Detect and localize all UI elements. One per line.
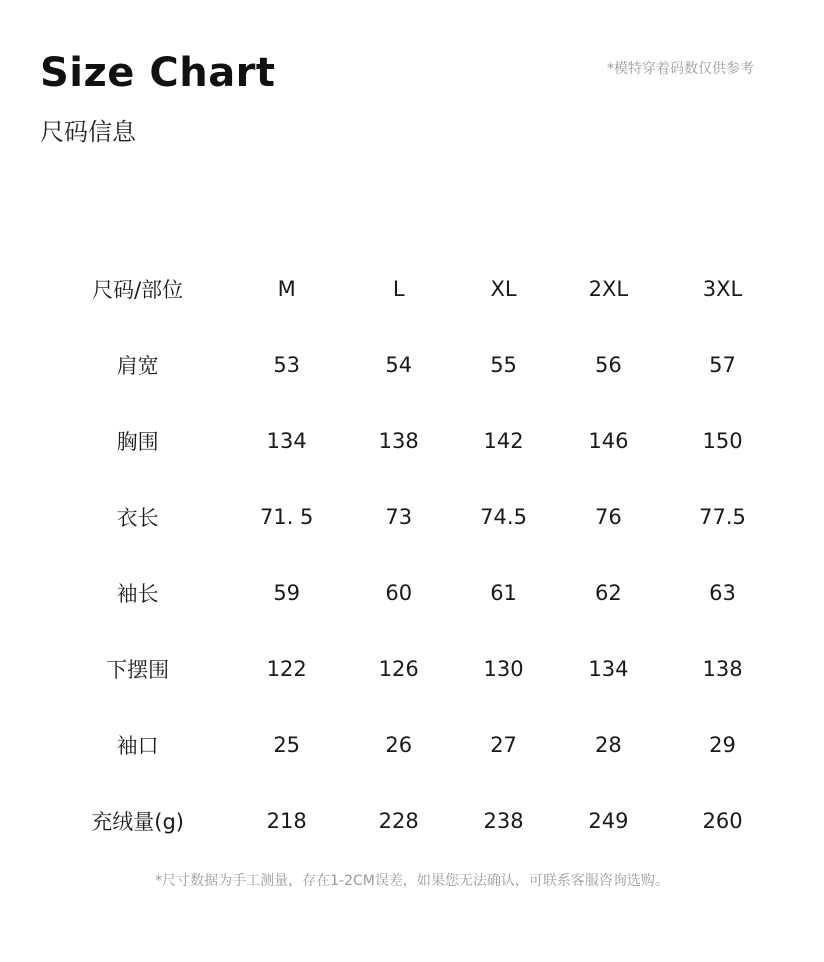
- table-cell: 27: [490, 733, 517, 757]
- row-label: 肩宽: [116, 354, 159, 378]
- header-cell-l: L: [392, 277, 405, 301]
- table-row: [40, 555, 776, 631]
- row-label: 下摆围: [106, 658, 170, 682]
- table-cell: 26: [385, 733, 413, 757]
- table-row: [40, 479, 776, 555]
- table-cell: 60: [385, 581, 413, 605]
- table-row: [40, 707, 776, 783]
- table-cell: 55: [490, 353, 517, 377]
- table-cell: 138: [378, 429, 419, 453]
- size-table: [40, 251, 776, 859]
- table-cell: 134: [266, 429, 307, 453]
- header-cell-2xl: 2XL: [588, 277, 629, 301]
- table-cell: 61: [490, 581, 517, 605]
- row-label: 袖长: [116, 582, 159, 606]
- table-cell: 25: [273, 733, 301, 757]
- table-cell: 73: [385, 505, 413, 529]
- header-cell-xl: XL: [490, 277, 517, 301]
- table-cell: 142: [483, 429, 524, 453]
- table-cell: 260: [702, 809, 743, 833]
- table-cell: 77.5: [699, 505, 746, 529]
- table-cell: 53: [273, 353, 301, 377]
- table-cell: 54: [385, 353, 413, 377]
- table-cell: 63: [709, 581, 736, 605]
- table-row: [40, 631, 776, 707]
- table-cell: 146: [588, 429, 629, 453]
- table-cell: 150: [702, 429, 743, 453]
- table-cell: 228: [378, 809, 419, 833]
- table-cell: 62: [595, 581, 622, 605]
- table-cell: 130: [483, 657, 524, 681]
- table-row: [40, 403, 776, 479]
- row-label: 衣长: [116, 506, 159, 530]
- table-cell: 29: [709, 733, 736, 757]
- table-cell: 138: [702, 657, 743, 681]
- table-cell: 74.5: [480, 505, 527, 529]
- model-size-note: *模特穿着码数仅供参考: [607, 61, 754, 77]
- table-row: [40, 327, 776, 403]
- table-cell: 71. 5: [259, 505, 314, 529]
- table-cell: 28: [595, 733, 622, 757]
- row-label: 充绒量(g): [91, 810, 184, 834]
- row-label: 袖口: [116, 734, 159, 758]
- header-cell-m: M: [277, 277, 296, 301]
- table-cell: 76: [595, 505, 622, 529]
- table-cell: 126: [378, 657, 419, 681]
- table-row: [40, 783, 776, 859]
- page-title: Size Chart: [40, 50, 276, 96]
- table-cell: 249: [588, 809, 629, 833]
- table-cell: 59: [273, 581, 301, 605]
- table-header-row: [40, 251, 776, 327]
- row-label: 胸围: [116, 430, 159, 454]
- table-cell: 134: [588, 657, 629, 681]
- table-cell: 122: [266, 657, 307, 681]
- table-cell: 57: [709, 353, 736, 377]
- header-cell-3xl: 3XL: [702, 277, 743, 301]
- header-cell-label: 尺码/部位: [92, 278, 184, 302]
- table-cell: 56: [595, 353, 622, 377]
- measurement-note: *尺寸数据为手工测量，存在1-2CM误差，如果您无法确认，可联系客服咨询选购。: [155, 873, 669, 889]
- table-cell: 238: [483, 809, 524, 833]
- table-cell: 218: [266, 809, 307, 833]
- page-subtitle: 尺码信息: [40, 118, 136, 146]
